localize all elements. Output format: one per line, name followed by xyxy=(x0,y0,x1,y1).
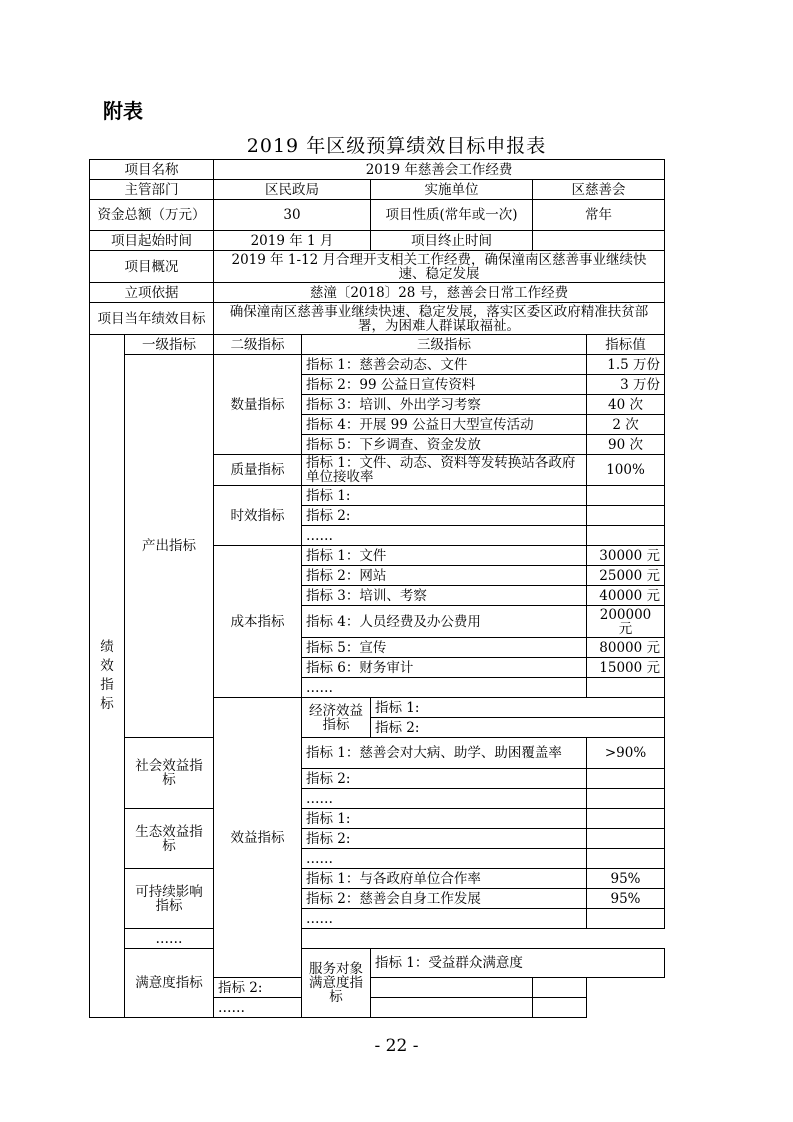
indicator-cell: 指标 1: xyxy=(302,809,587,829)
perf-side-label xyxy=(90,335,125,1018)
level2-social: 社会效益指标 xyxy=(125,738,214,809)
indicator-cell: …… xyxy=(302,849,587,869)
table-row xyxy=(90,869,665,889)
nature-label: 项目性质(常年或一次) xyxy=(371,200,533,231)
dept-value: 区民政局 xyxy=(214,180,371,200)
budget-performance-table xyxy=(89,159,665,1018)
start-label: 项目起始时间 xyxy=(90,231,214,251)
table-row xyxy=(90,949,665,978)
value-cell: 40 次 xyxy=(587,395,665,415)
level1-benefit: 效益指标 xyxy=(214,698,302,978)
value-cell: 95% xyxy=(587,889,665,909)
page-number: - 22 - xyxy=(374,1036,419,1056)
basis-value: 慈潼〔2018〕28 号，慈善会日常工作经费 xyxy=(214,283,665,303)
indicator-cell: …… xyxy=(302,678,587,698)
impl-label: 实施单位 xyxy=(371,180,533,200)
table-row xyxy=(90,355,665,375)
level2-economic: 经济效益指标 xyxy=(302,698,371,738)
indicator-cell: 指标 1：慈善会对大病、助学、助困覆盖率 xyxy=(302,738,587,769)
perf-side-text: 绩效指标 xyxy=(100,639,114,712)
indicator-cell: 指标 3：培训、外出学习考察 xyxy=(302,395,587,415)
value-cell: 40000 元 xyxy=(587,586,665,606)
empty-cell xyxy=(302,929,665,949)
indicator-cell: 指标 1: xyxy=(371,698,665,718)
level1-output: 产出指标 xyxy=(125,355,214,738)
funds-value: 30 xyxy=(214,200,371,231)
value-cell: 1.5 万份 xyxy=(587,355,665,375)
indicator-cell: …… xyxy=(302,909,587,929)
indicator-cell: 指标 2: xyxy=(371,718,665,738)
indicator-cell: 指标 3：培训、考察 xyxy=(302,586,587,606)
value-cell: 100% xyxy=(587,455,665,486)
level2-timeliness: 时效指标 xyxy=(214,486,302,546)
impl-value: 区慈善会 xyxy=(533,180,665,200)
value-cell xyxy=(587,809,665,829)
level2-sustainable: 可持续影响指标 xyxy=(125,869,214,929)
indicator-cell: 指标 1：受益群众满意度 xyxy=(371,949,665,978)
level2-service: 服务对象满意度指标 xyxy=(302,949,371,1018)
start-value: 2019 年 1 月 xyxy=(214,231,371,251)
value-cell: 95% xyxy=(587,869,665,889)
indicator-cell: 指标 1：文件 xyxy=(302,546,587,566)
level2-ellipsis: …… xyxy=(125,929,214,949)
indicator-cell: …… xyxy=(302,526,587,546)
value-cell xyxy=(587,506,665,526)
head-level3: 三级指标 xyxy=(302,335,587,355)
end-value xyxy=(533,231,665,251)
value-cell xyxy=(587,678,665,698)
perf-header-row xyxy=(90,335,665,355)
row-funds xyxy=(90,200,665,231)
indicator-cell: 指标 4：人员经费及办公费用 xyxy=(302,606,587,638)
value-cell: 25000 元 xyxy=(587,566,665,586)
indicator-cell: 指标 5：下乡调查、资金发放 xyxy=(302,435,587,455)
value-cell: 15000 元 xyxy=(587,658,665,678)
goal-label: 项目当年绩效目标 xyxy=(90,303,214,335)
funds-label: 资金总额（万元） xyxy=(90,200,214,231)
indicator-cell: 指标 2：网站 xyxy=(302,566,587,586)
value-cell: 2 次 xyxy=(587,415,665,435)
value-cell: 90 次 xyxy=(587,435,665,455)
goal-value: 确保潼南区慈善事业继续快速、稳定发展，落实区委区政府精准扶贫部署，为困难人群谋取福祉。 xyxy=(214,303,665,335)
value-cell: 30000 元 xyxy=(587,546,665,566)
project-name-value: 2019 年慈善会工作经费 xyxy=(214,160,665,180)
project-name-label: 项目名称 xyxy=(90,160,214,180)
level2-ecological: 生态效益指标 xyxy=(125,809,214,869)
value-cell: >90% xyxy=(587,738,665,769)
indicator-cell: 指标 4：开展 99 公益日大型宣传活动 xyxy=(302,415,587,435)
overview-value: 2019 年 1-12 月合理开支相关工作经费，确保潼南区慈善事业继续快速、稳定发展 xyxy=(214,251,665,283)
indicator-cell: 指标 1：与各政府单位合作率 xyxy=(302,869,587,889)
table-row xyxy=(90,738,665,769)
value-cell xyxy=(587,829,665,849)
value-cell xyxy=(587,769,665,789)
level2-quantity: 数量指标 xyxy=(214,355,302,455)
indicator-cell: 指标 2：99 公益日宣传资料 xyxy=(302,375,587,395)
indicator-cell: 指标 5：宣传 xyxy=(302,638,587,658)
head-level1: 一级指标 xyxy=(125,335,214,355)
indicator-cell: 指标 2: xyxy=(302,769,587,789)
row-project-name xyxy=(90,160,665,180)
row-dept xyxy=(90,180,665,200)
level2-cost: 成本指标 xyxy=(214,546,302,698)
table-row xyxy=(90,929,665,949)
indicator-cell: …… xyxy=(302,789,587,809)
row-overview xyxy=(90,251,665,283)
value-cell xyxy=(587,909,665,929)
value-cell: 80000 元 xyxy=(587,638,665,658)
value-cell xyxy=(587,849,665,869)
level1-satisfaction: 满意度指标 xyxy=(125,949,214,1018)
indicator-cell: 指标 2: xyxy=(302,506,587,526)
form-title: 2019 年区级预算绩效目标申报表 xyxy=(246,135,547,157)
level2-quality: 质量指标 xyxy=(214,455,302,486)
row-goal xyxy=(90,303,665,335)
value-cell xyxy=(533,978,587,998)
indicator-cell: 指标 1：文件、动态、资料等发转换站各政府单位接收率 xyxy=(302,455,587,486)
value-cell: 200000 元 xyxy=(587,606,665,638)
end-label: 项目终止时间 xyxy=(371,231,533,251)
value-cell xyxy=(587,526,665,546)
head-level2: 二级指标 xyxy=(214,335,302,355)
value-cell xyxy=(587,789,665,809)
overview-label: 项目概况 xyxy=(90,251,214,283)
indicator-cell: …… xyxy=(214,998,533,1018)
indicator-cell: 指标 1: xyxy=(302,486,587,506)
head-value: 指标值 xyxy=(587,335,665,355)
row-dates xyxy=(90,231,665,251)
indicator-cell: 指标 2: xyxy=(302,829,587,849)
nature-value: 常年 xyxy=(533,200,665,231)
indicator-cell: 指标 2: xyxy=(214,978,533,998)
appendix-heading: 附表 xyxy=(103,99,143,123)
dept-label: 主管部门 xyxy=(90,180,214,200)
basis-label: 立项依据 xyxy=(90,283,214,303)
row-basis xyxy=(90,283,665,303)
indicator-cell: 指标 6：财务审计 xyxy=(302,658,587,678)
table-row xyxy=(90,809,665,829)
value-cell xyxy=(587,486,665,506)
value-cell: 3 万份 xyxy=(587,375,665,395)
indicator-cell: 指标 1：慈善会动态、文件 xyxy=(302,355,587,375)
value-cell xyxy=(533,998,587,1018)
indicator-cell: 指标 2：慈善会自身工作发展 xyxy=(302,889,587,909)
